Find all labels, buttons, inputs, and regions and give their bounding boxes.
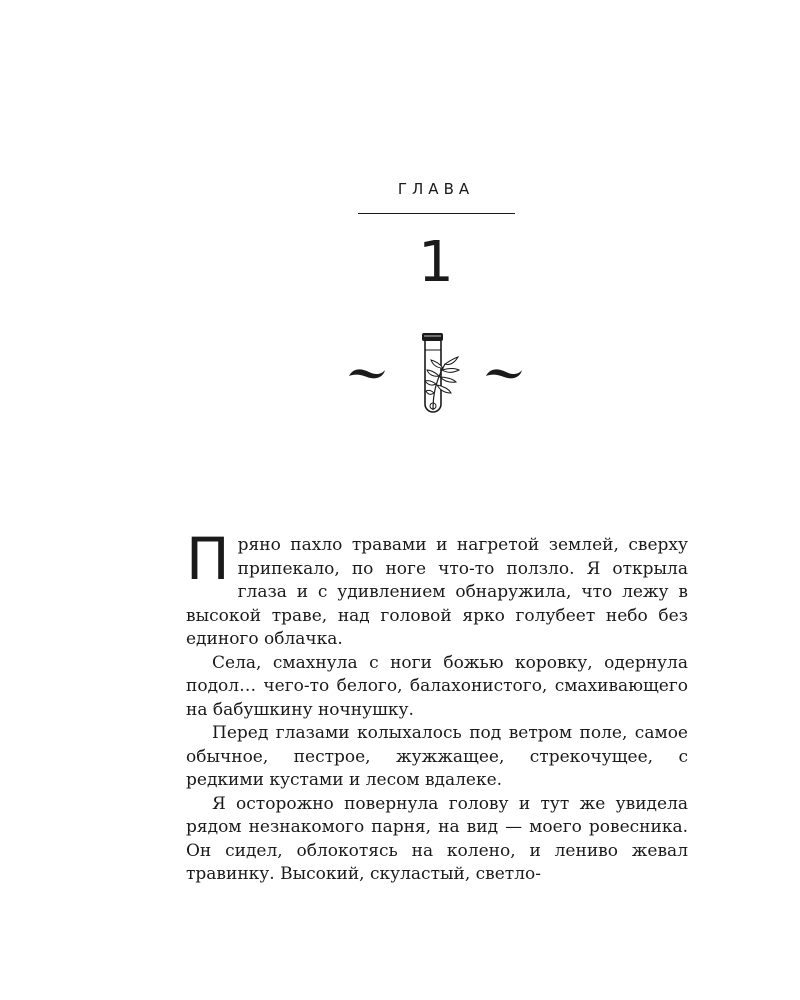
tube-cap	[422, 333, 443, 341]
chapter-label: ГЛАВА	[397, 180, 475, 198]
paragraph-3: Перед глазами колыхалось под ветром поле, самое обычное, пестрое, жужжащее, стрекочущее, с редкими кустами и лесом вдалеке.	[186, 723, 688, 790]
chapter-rule	[358, 213, 515, 214]
left-flourish	[349, 369, 385, 378]
drop-cap: П	[186, 525, 230, 593]
paragraph-2: Села, смахнула с ноги божью коровку, одернула подол… чего-то белого, балахонистого, смахивающего на бабушкину ночнушку.	[186, 652, 688, 720]
paragraph-4: Я осторожно повернула голову и тут же увидела рядом незнакомого парня, на вид — моего ровесника. Он сидел, облокотясь на колено, и лениво жевал травинку. Высокий, скуластый, светло-	[186, 793, 688, 884]
herb-test-tube-icon	[345, 330, 530, 420]
chapter-body	[186, 525, 688, 887]
right-flourish	[486, 369, 522, 378]
paragraph-1-text: ряно пахло травами и нагретой землей, сверху припекало, по ноге что-то ползло. Я открыла глаза и с удивлением обнаружила, что лежу в высокой траве, над головой ярко голубеет небо без единого облачка.	[186, 535, 688, 649]
paragraph-1	[186, 525, 688, 652]
chapter-number: 1	[418, 230, 454, 295]
